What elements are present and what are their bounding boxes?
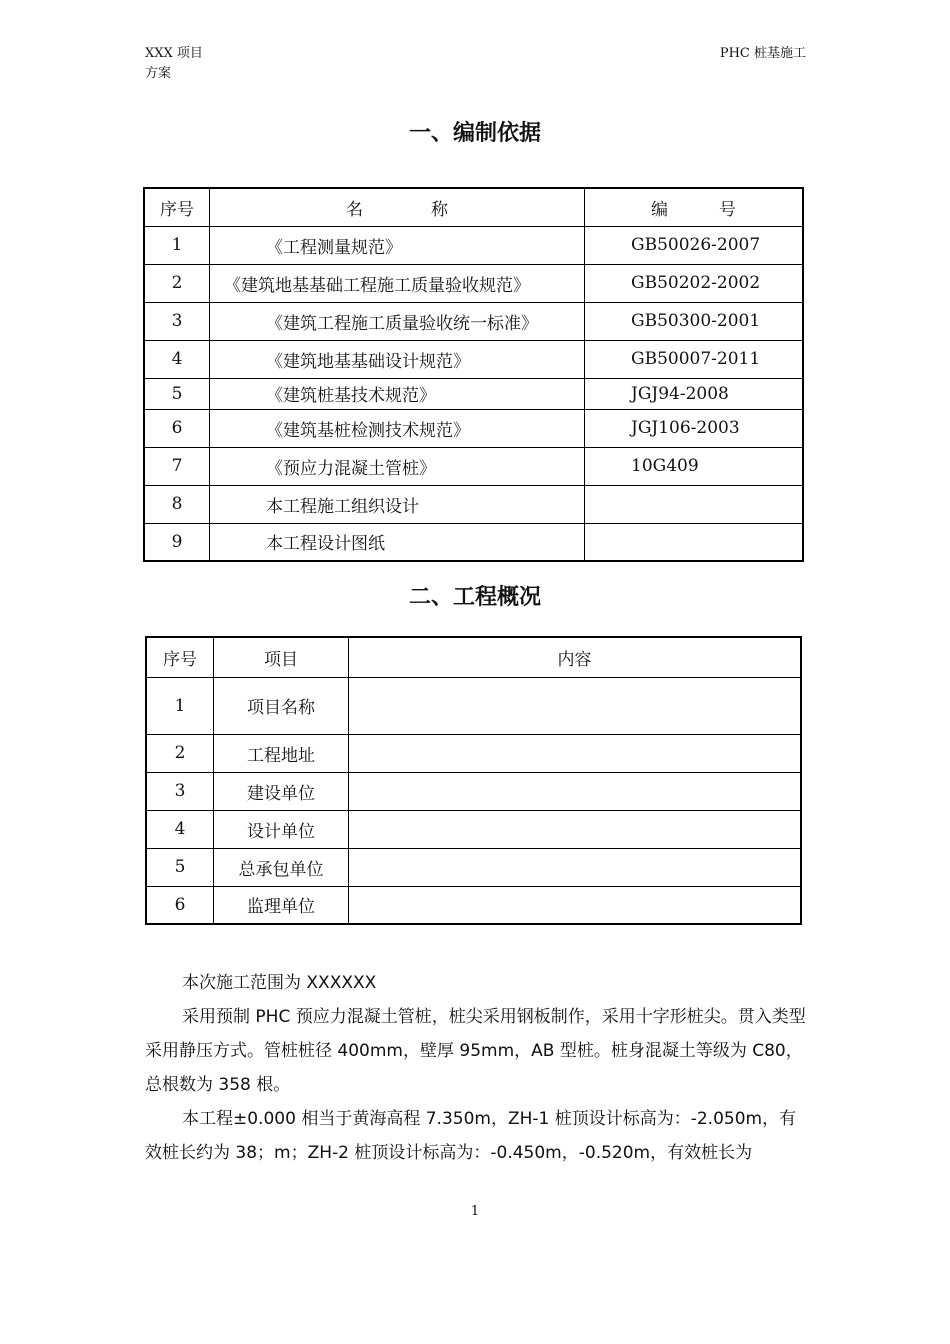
table-row bbox=[146, 677, 801, 734]
row-code: GB50026-2007 bbox=[585, 226, 804, 264]
table-header-row bbox=[146, 637, 801, 677]
row-name: 《预应力混凝土管桩》 bbox=[210, 447, 585, 485]
paragraph-scope: 本次施工范围为 XXXXXX bbox=[182, 973, 377, 993]
paragraph-pile-spec: 采用预制 PHC 预应力混凝土管桩，桩尖采用钢板制作，采用十字形桩尖。贯入类型采用静压方式。管桩桩径 400mm，壁厚 95mm，AB 型桩。桩身混凝土等级为 C80，总根数为 358 根。 bbox=[145, 1007, 806, 1095]
row-name: 《建筑工程施工质量验收统一标准》 bbox=[210, 302, 585, 340]
row-item: 总承包单位 bbox=[214, 848, 349, 886]
row-no: 6 bbox=[144, 409, 210, 447]
row-code bbox=[585, 485, 804, 523]
row-item: 工程地址 bbox=[214, 734, 349, 772]
row-code bbox=[585, 523, 804, 561]
row-name: 《建筑地基基础工程施工质量验收规范》 bbox=[210, 264, 585, 302]
header-right: PHC 桩基施工 bbox=[719, 46, 806, 61]
row-code: JGJ106-2003 bbox=[585, 409, 804, 447]
row-no: 3 bbox=[144, 302, 210, 340]
table-row bbox=[144, 447, 803, 485]
table-row bbox=[144, 378, 803, 409]
row-no: 3 bbox=[146, 772, 214, 810]
row-item: 项目名称 bbox=[214, 677, 349, 734]
col-no-header: 序号 bbox=[146, 637, 214, 677]
row-no: 4 bbox=[146, 810, 214, 848]
row-no: 9 bbox=[144, 523, 210, 561]
row-no: 4 bbox=[144, 340, 210, 378]
row-item: 设计单位 bbox=[214, 810, 349, 848]
page-number: 1 bbox=[470, 1204, 480, 1219]
row-no: 2 bbox=[146, 734, 214, 772]
row-no: 7 bbox=[144, 447, 210, 485]
table-row bbox=[144, 226, 803, 264]
row-no: 6 bbox=[146, 886, 214, 924]
overview-table bbox=[145, 636, 802, 925]
section1-title: 一、编制依据 bbox=[408, 121, 541, 146]
col-content-header: 内容 bbox=[349, 637, 802, 677]
row-name: 《工程测量规范》 bbox=[210, 226, 585, 264]
table-row bbox=[146, 886, 801, 924]
body-text bbox=[145, 966, 807, 1170]
col-name-header: 名 称 bbox=[210, 188, 585, 226]
row-content bbox=[349, 677, 802, 734]
table-row bbox=[146, 848, 801, 886]
table-header-row bbox=[144, 188, 803, 226]
row-name: 《建筑桩基技术规范》 bbox=[210, 378, 585, 409]
table-row bbox=[144, 485, 803, 523]
row-content bbox=[349, 734, 802, 772]
table-row bbox=[146, 772, 801, 810]
col-no-header: 序号 bbox=[144, 188, 210, 226]
header-left bbox=[145, 44, 203, 84]
basis-table bbox=[143, 187, 804, 562]
row-content bbox=[349, 810, 802, 848]
col-item-header: 项目 bbox=[214, 637, 349, 677]
row-content bbox=[349, 772, 802, 810]
row-no: 1 bbox=[144, 226, 210, 264]
table-row bbox=[144, 409, 803, 447]
row-content bbox=[349, 848, 802, 886]
row-item: 建设单位 bbox=[214, 772, 349, 810]
row-name: 《建筑地基基础设计规范》 bbox=[210, 340, 585, 378]
row-no: 1 bbox=[146, 677, 214, 734]
table-row bbox=[144, 264, 803, 302]
row-name: 《建筑基桩检测技术规范》 bbox=[210, 409, 585, 447]
table-row bbox=[146, 810, 801, 848]
table-row bbox=[144, 523, 803, 561]
col-code-header: 编 号 bbox=[585, 188, 804, 226]
paragraph-elevation: 本工程±0.000 相当于黄海高程 7.350m，ZH-1 桩顶设计标高为：-2.050m，有效桩长约为 38；m；ZH-2 桩顶设计标高为：-0.450m，-0.520m，有效桩长为 bbox=[145, 1109, 797, 1163]
header-project: XXX 项目 bbox=[145, 46, 203, 61]
row-no: 5 bbox=[144, 378, 210, 409]
table-row bbox=[146, 734, 801, 772]
table-row bbox=[144, 302, 803, 340]
row-item: 监理单位 bbox=[214, 886, 349, 924]
row-code: JGJ94-2008 bbox=[585, 378, 804, 409]
row-code: GB50007-2011 bbox=[585, 340, 804, 378]
header-plan: 方案 bbox=[145, 66, 172, 81]
row-content bbox=[349, 886, 802, 924]
table-row bbox=[144, 340, 803, 378]
row-code: GB50202-2002 bbox=[585, 264, 804, 302]
row-code: 10G409 bbox=[585, 447, 804, 485]
section2-title: 二、工程概况 bbox=[408, 585, 541, 610]
row-name: 本工程设计图纸 bbox=[210, 523, 585, 561]
row-no: 5 bbox=[146, 848, 214, 886]
row-name: 本工程施工组织设计 bbox=[210, 485, 585, 523]
row-no: 2 bbox=[144, 264, 210, 302]
row-no: 8 bbox=[144, 485, 210, 523]
row-code: GB50300-2001 bbox=[585, 302, 804, 340]
